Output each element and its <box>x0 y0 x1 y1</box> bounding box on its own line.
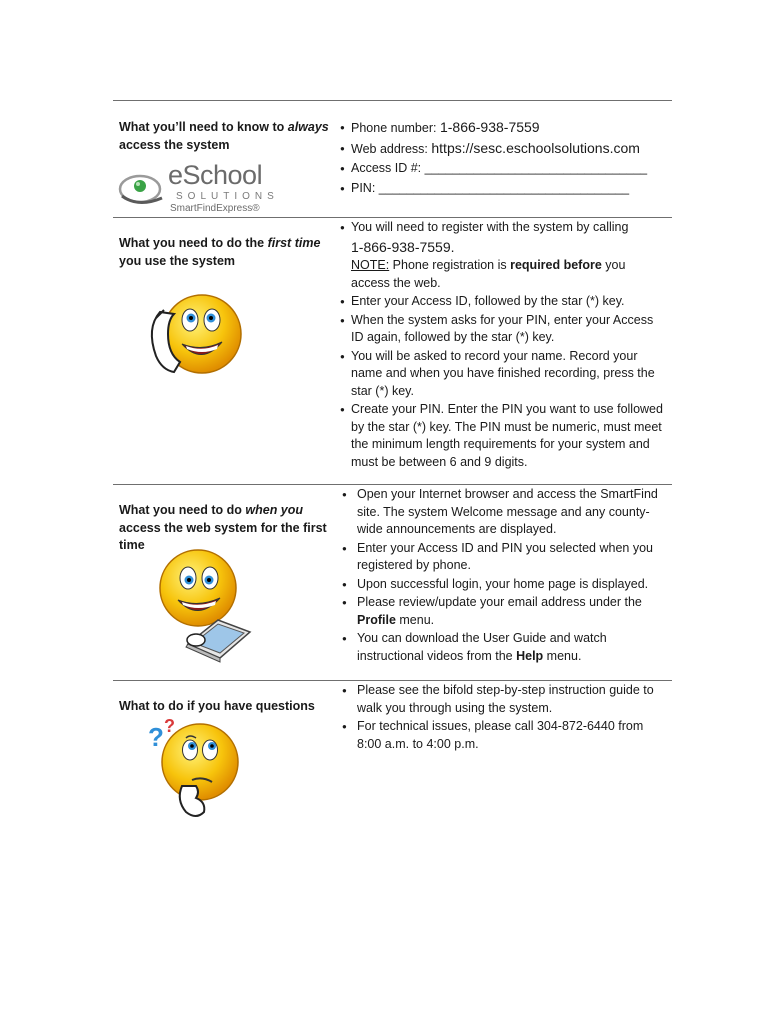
list-item-phone: ● Phone number: 1-866-938-7559 <box>338 119 664 138</box>
list-item-open-browser: ● Open your Internet browser and access the SmartFind site. The system Welcome message and any county-wide announcements are displayed. <box>338 486 664 539</box>
smiley-phone-icon <box>140 288 245 395</box>
list-item-help: ● You can download the User Guide and watch instructional videos from the Help menu. <box>338 630 664 665</box>
list-item-bifold-guide: ● Please see the bifold step-by-step instruction guide to walk you through using the system. <box>338 682 664 717</box>
logo-sub: SOLUTIONS <box>176 191 279 202</box>
list-item-web: ● Web address: https://sesc.eschoolsolutions.com <box>338 140 664 159</box>
svg-text:?: ? <box>164 716 175 736</box>
section-first-time-list <box>338 219 664 471</box>
logo-product: SmartFindExpress® <box>170 203 260 214</box>
smiley-laptop-icon <box>158 548 253 668</box>
list-item-record-name: ● You will be asked to record your name. Record your name and when you have finished recording, press the star (*) key. <box>338 348 664 401</box>
section-questions-heading: What to do if you have questions <box>119 699 315 713</box>
divider-3 <box>113 680 672 681</box>
svg-text:?: ? <box>148 722 164 752</box>
section-always-list <box>338 119 664 197</box>
section-always-heading: What you’ll need to know to always access the system <box>119 120 329 152</box>
logo-name: eSchool <box>168 160 263 190</box>
section-web-heading: What you need to do when you access the web system for the first time <box>119 503 327 552</box>
eschool-logo <box>118 162 278 218</box>
list-item-profile: ● Please review/update your email address under the Profile menu. <box>338 594 664 629</box>
list-item-create-pin: ● Create your PIN. Enter the PIN you want to use followed by the star (*) key. The PIN must be numeric, must meet the minimum length requirements for your system and must be between 6 and 9 digits. <box>338 401 664 471</box>
section-questions-list <box>338 682 664 753</box>
list-item-enter-pin: ● When the system asks for your PIN, enter your Access ID again, followed by the star (*) key. <box>338 312 664 347</box>
section-first-time-heading: What you need to do the first time you use the system <box>119 236 321 268</box>
divider-top <box>113 100 672 101</box>
divider-2 <box>113 484 672 485</box>
list-item-pin: ● PIN: ____________________________________ <box>338 180 664 198</box>
smiley-question-icon <box>146 714 241 827</box>
list-item-enter-id: ● Enter your Access ID, followed by the star (*) key. <box>338 293 664 311</box>
section-web-list <box>338 486 664 665</box>
list-item-login: ● Upon successful login, your home page is displayed. <box>338 576 664 594</box>
list-item-enter-credentials: ● Enter your Access ID and PIN you selected when you registered by phone. <box>338 540 664 575</box>
list-item-access-id: ● Access ID #: ________________________________ <box>338 160 664 178</box>
list-item-tech-support: ● For technical issues, please call 304-872-6440 from 8:00 a.m. to 4:00 p.m. <box>338 718 664 753</box>
list-item-register: ● You will need to register with the system by calling 1-866-938-7559. NOTE: Phone registration is required before you access the web. <box>338 219 664 292</box>
